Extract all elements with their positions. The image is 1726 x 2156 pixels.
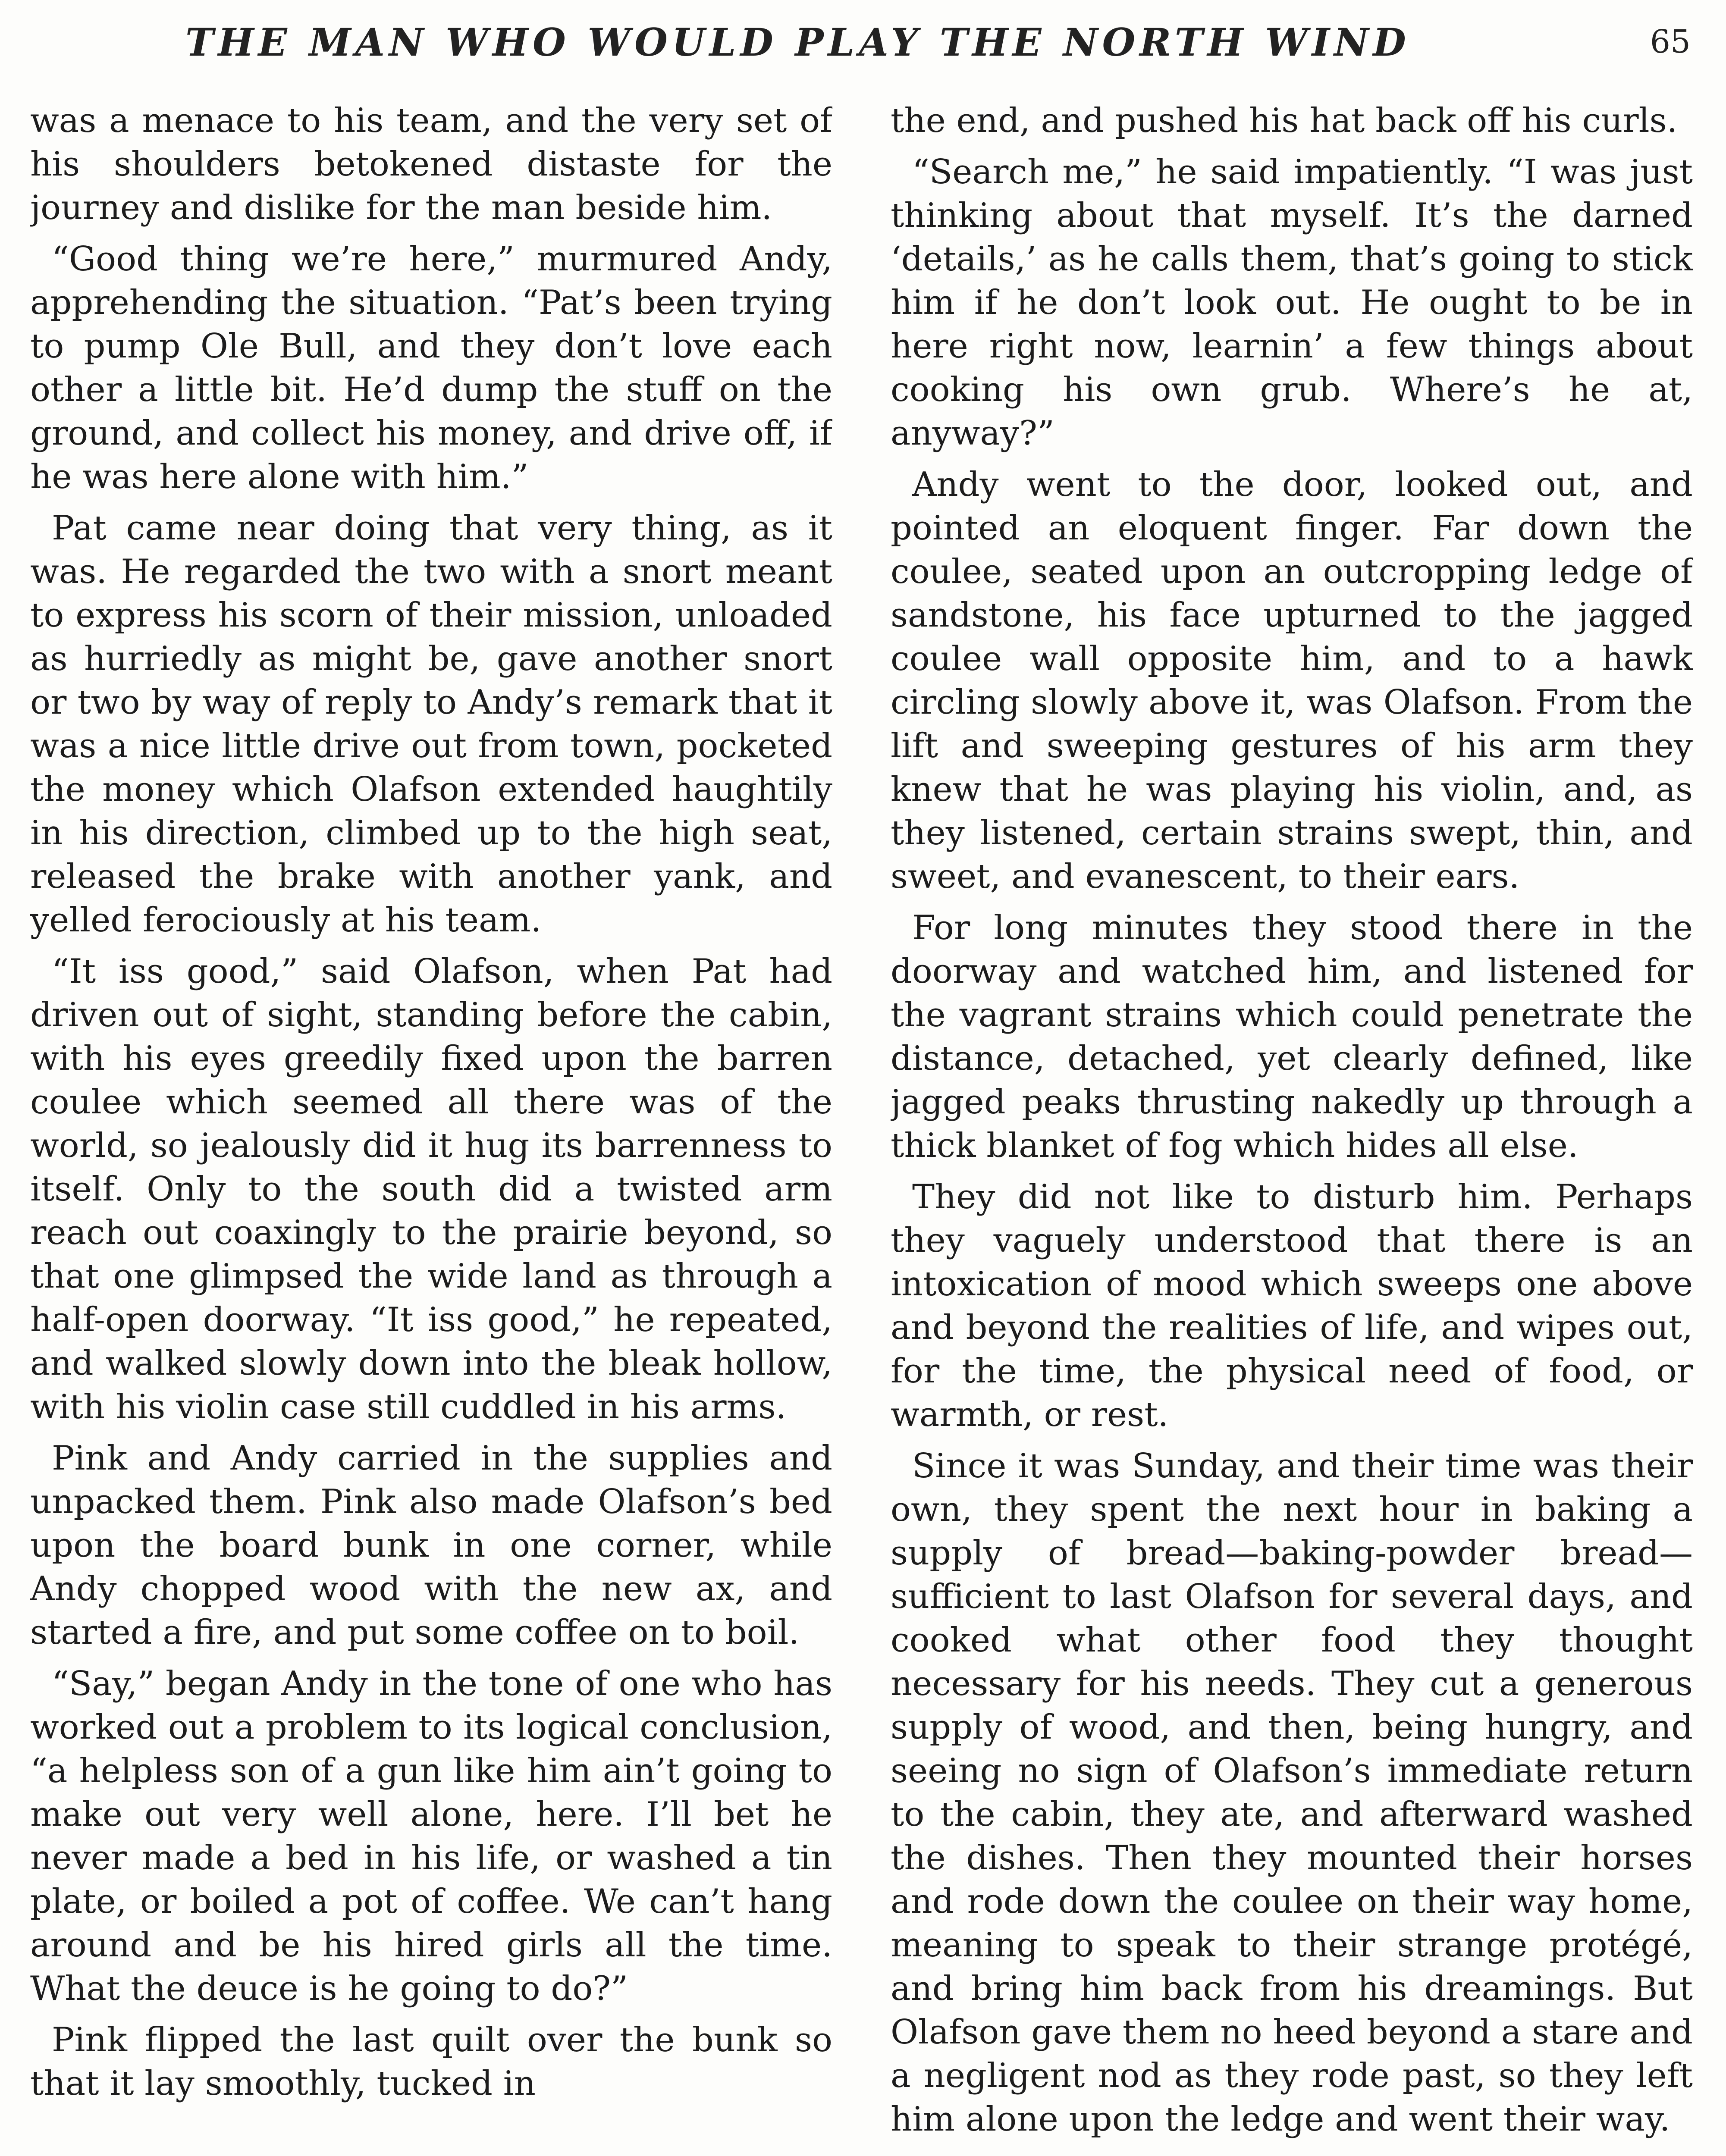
paragraph: They did not like to disturb him. Perhaps they vaguely understood that there is an intoxication of mood which sweeps one above and beyond the realities of life, and wipes out, for the time, the physical need of food, or warmth, or rest. (891, 1178, 1693, 1434)
paragraph: For long minutes they stood there in the doorway and watched him, and listened for the vagrant strains which could penetrate the distance, detached, yet clearly defined, like jagged peaks thrusting nakedly up through a thick blanket of fog which hides all else. (891, 909, 1693, 1165)
left-column (30, 99, 832, 2156)
page-header (39, 20, 1691, 67)
running-title: THE MAN WHO WOULD PLAY THE NORTH WIND (185, 20, 1410, 65)
paragraph: Pink flipped the last quilt over the bunk so that it lay smoothly, tucked in (30, 2021, 832, 2103)
paragraph: was a menace to his team, and the very set of his shoulders betokened distaste for the journey and dislike for the man beside him. (30, 101, 832, 227)
paragraph: “Good thing we’re here,” murmured Andy, apprehending the situation. “Pat’s been trying to pump Ole Bull, and they don’t love each other a little bit. He’d dump the stuff on the ground, and collect his money, and drive off, if he was here alone with him.” (30, 240, 832, 496)
paragraph: Since it was Sunday, and their time was their own, they spent the next hour in baking a supply of bread—baking-powder bread—sufficient to last Olafson for several days, and cooked what other food they thought necessary for his needs. They cut a generous supply of wood, and then, being hungry, and seeing no sign of Olafson’s immediate return to the cabin, they ate, and afterward washed the dishes. Then they mounted their horses and rode down the coulee on their way home, meaning to speak to their strange protégé, and bring him back from his dreamings. But Olafson gave them no heed beyond a stare and a negligent nod as they rode past, so they left him alone upon the ledge and went their way. (891, 1447, 1693, 2139)
paragraph: “Search me,” he said impatiently. “I was just thinking about that myself. It’s the darned ‘details,’ as he calls them, that’s going to stick him if he don’t look out. He ought to be in here right now, learnin’ a few things about cooking his own grub. Where’s he at, anyway?” (891, 153, 1693, 453)
paragraph: Andy went to the door, looked out, and pointed an eloquent finger. Far down the coulee, seated upon an outcropping ledge of sandstone, his face upturned to the jagged coulee wall opposite him, and to a hawk circling slowly above it, was Olafson. From the lift and sweeping gestures of his arm they knew that he was playing his violin, and, as they listened, certain strains swept, thin, and sweet, and evanescent, to their ears. (891, 465, 1693, 896)
paragraph: the end, and pushed his hat back off his curls. (891, 101, 1678, 140)
paragraph: Pink and Andy carried in the supplies and unpacked them. Pink also made Olafson’s bed upon the board bunk in one corner, while Andy chopped wood with the new ax, and started a fire, and put some coffee on to boil. (30, 1439, 832, 1652)
right-column (891, 99, 1693, 2156)
paragraph: “Say,” began Andy in the tone of one who has worked out a problem to its logical conclusion, “a helpless son of a gun like him ain’t going to make out very well alone, here. I’ll bet he never made a bed in his life, or washed a tin plate, or boiled a pot of coffee. We can’t hang around and be his hired girls all the time. What the deuce is he going to do?” (30, 1664, 832, 2008)
paragraph: “It iss good,” said Olafson, when Pat had driven out of sight, standing before the cabin, with his eyes greedily fixed upon the barren coulee which seemed all there was of the world, so jealously did it hug its barrenness to itself. Only to the south did a twisted arm reach out coaxingly to the prairie beyond, so that one glimpsed the wide land as through a half-open doorway. “It iss good,” he repeated, and walked slowly down into the bleak hollow, with his violin case still cuddled in his arms. (30, 952, 832, 1426)
paragraph: Pat came near doing that very thing, as it was. He regarded the two with a snort meant to express his scorn of their mission, unloaded as hurriedly as might be, gave another snort or two by way of reply to Andy’s remark that it was a nice little drive out from town, pocketed the money which Olafson extended haughtily in his direction, climbed up to the high seat, released the brake with another yank, and yelled ferociously at his team. (30, 509, 832, 940)
page-number: 65 (1650, 23, 1691, 60)
